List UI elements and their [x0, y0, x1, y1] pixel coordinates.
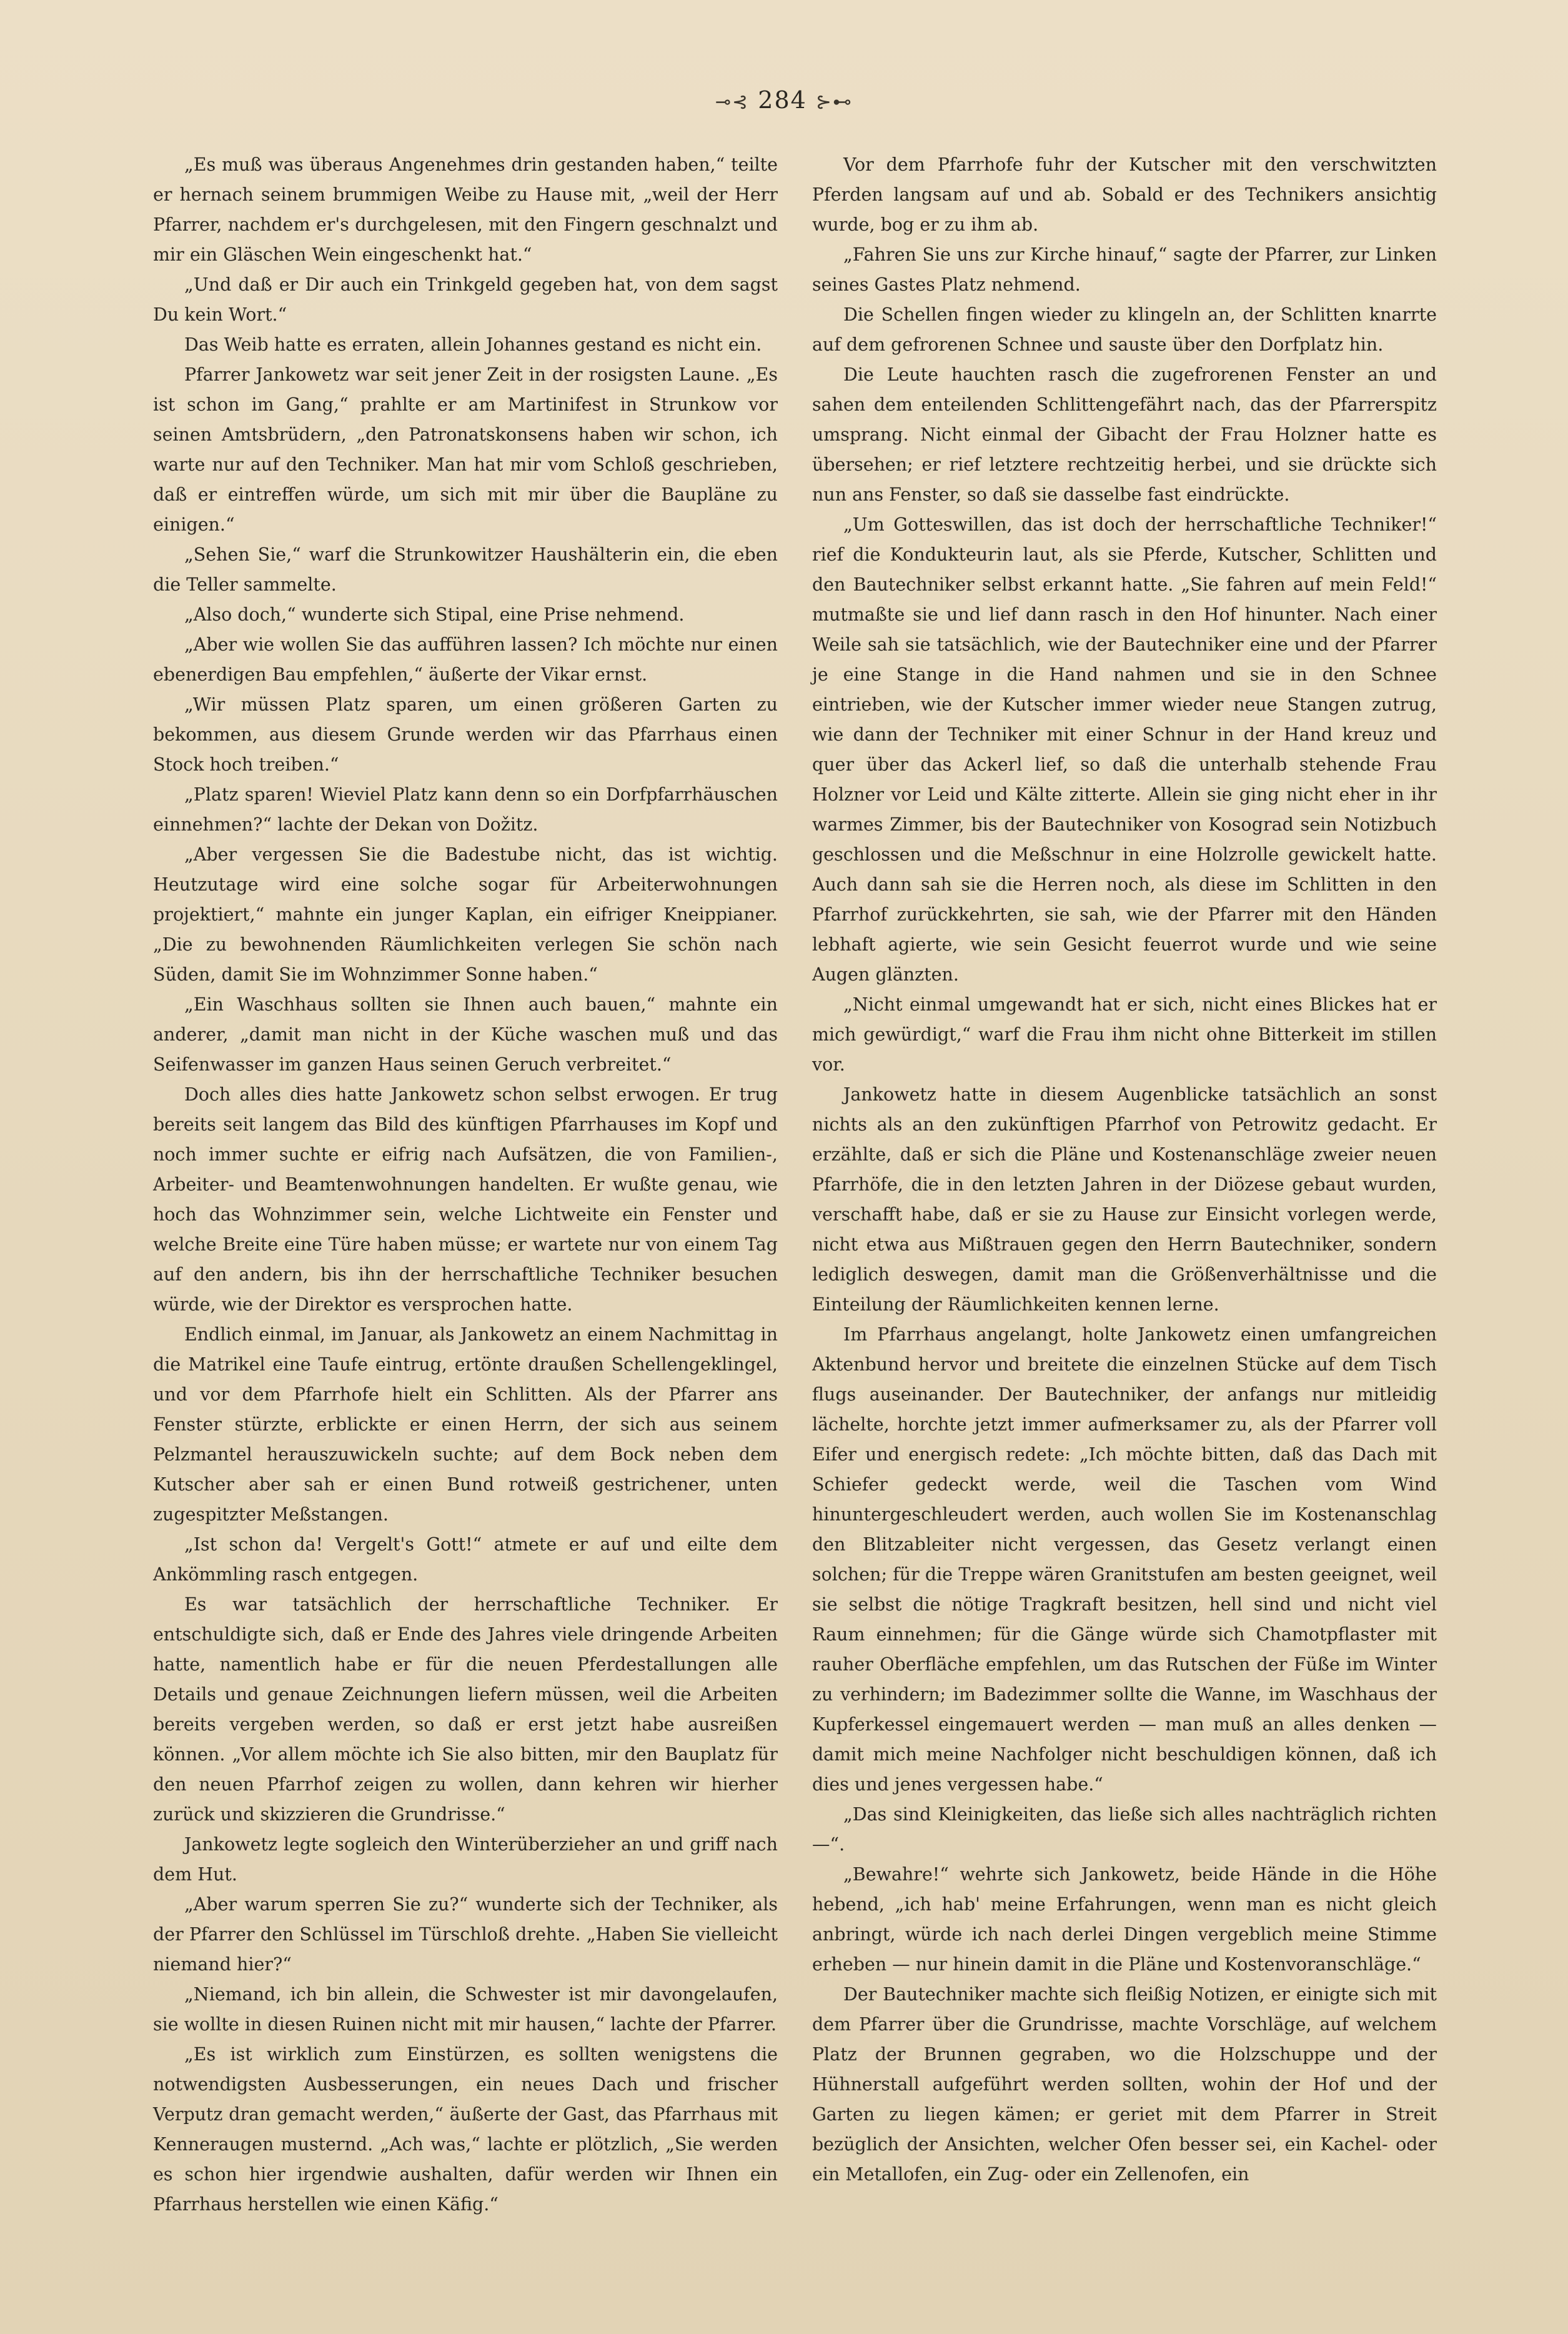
paragraph: „Niemand, ich bin allein, die Schwester ist mir davongelaufen, sie wollte in diesen Ruinen nicht mit mir hausen,“ lachte der Pfarrer. — [153, 1984, 778, 2035]
page-number: 284 — [758, 86, 807, 114]
paragraph: Jankowetz hatte in diesem Augenblicke tatsächlich an sonst nichts als an den zukünftigen Pfarrhof von Petrowitz gedacht. Er erzählte, daß er sich die Pläne und Kostenanschläge zweier neuen Pfarrhöfe, die in den letzten Jahren in der Diözese gebaut wurden, verschafft habe, daß er sie zu Hause zur Einsicht vorlegen werde, nicht etwa aus Mißtrauen gegen den Herrn Bautechniker, sondern lediglich deswegen, damit man die Größenverhältnisse und die Einteilung der Räumlichkeiten kennen lerne. — [812, 1084, 1437, 1315]
paragraph: „Bewahre!“ wehrte sich Jankowetz, beide Hände in die Höhe hebend, „ich hab' meine Erfahrungen, wenn man es nicht gleich anbringt, würde ich nach derlei Dingen vergeblich meine Stimme erheben — nur hinein damit in die Pläne und Kostenvoranschläge.“ — [812, 1864, 1437, 1975]
paragraph: „Ein Waschhaus sollten sie Ihnen auch bauen,“ mahnte ein anderer, „damit man nicht in der Küche waschen muß und das Seifenwasser im ganzen Haus seinen Geruch verbreitet.“ — [153, 994, 778, 1075]
paragraph: „Ist schon da! Vergelt's Gott!“ atmete er auf und eilte dem Ankömmling rasch entgegen. — [153, 1534, 778, 1585]
paragraph: „Also doch,“ wunderte sich Stipal, eine Prise nehmend. — [184, 604, 685, 625]
paragraph: „Um Gotteswillen, das ist doch der herrschaftliche Techniker!“ rief die Kondukteurin laut, als sie Pferde, Kutscher, Schlitten und den Bautechniker selbst erkannt hatte. „Sie fahren auf mein Feld!“ mutmaßte sie und lief dann rasch in den Hof hinunter. Nach einer Weile sah sie tatsächlich, wie der Bautechniker eine und der Pfarrer je eine Stange in die Hand nahmen und sie in den Schnee eintrieben, wie der Kutscher immer wieder neue Stangen zutrug, wie dann der Techniker mit einer Schnur in der Hand kreuz und quer über das Ackerl lief, so daß die unterhalb stehende Frau Holzner vor Leid und Kälte zitterte. Allein sie ging nicht eher in ihr warmes Zimmer, bis der Bautechniker von Kosograd sein Notizbuch geschlossen und die Meßschnur in eine Holzrolle gewickelt hatte. Auch dann sah sie die Herren noch, als diese im Schlitten in den Pfarrhof zurückkehrten, sie sah, wie der Pfarrer mit den Händen lebhaft agierte, wie sein Gesicht feuerrot wurde und wie seine Augen glänzten. — [812, 514, 1437, 985]
paragraph: „Es muß was überaus Angenehmes drin gestanden haben,“ teilte er hernach seinem brummigen Weibe zu Hause mit, „weil der Herr Pfarrer, nachdem er's durchgelesen, mit den Fingern geschnalzt und mir ein Gläschen Wein eingeschenkt hat.“ — [153, 154, 778, 265]
paragraph: „Fahren Sie uns zur Kirche hinauf,“ sagte der Pfarrer, zur Linken seines Gastes Platz nehmend. — [812, 244, 1437, 295]
paragraph: Endlich einmal, im Januar, als Jankowetz an einem Nachmittag in die Matrikel eine Taufe eintrug, ertönte draußen Schellengeklingel, und vor dem Pfarrhofe hielt ein Schlitten. Als der Pfarrer ans Fenster stürzte, erblickte er einen Herrn, der sich aus seinem Pelzmantel herauszuwickeln suchte; auf dem Bock neben dem Kutscher aber sah er einen Bund rotweiß gestrichener, unten zugespitzter Meßstangen. — [153, 1324, 778, 1525]
paragraph: „Aber warum sperren Sie zu?“ wunderte sich der Techniker, als der Pfarrer den Schlüssel im Türschloß drehte. „Haben Sie vielleicht niemand hier?“ — [153, 1894, 778, 1975]
left-column — [153, 150, 778, 2220]
paragraph: „Wir müssen Platz sparen, um einen größeren Garten zu bekommen, aus diesem Grunde werden wir das Pfarrhaus einen Stock hoch treiben.“ — [153, 694, 778, 775]
paragraph: „Es ist wirklich zum Einstürzen, es sollten wenigstens die notwendigsten Ausbesserungen, ein neues Dach und frischer Verputz dran gemacht werden,“ äußerte der Gast, das Pfarrhaus mit Kenneraugen musternd. „Ach was,“ lachte er plötzlich, „Sie werden es schon hier irgendwie aushalten, dafür werden wir Ihnen ein Pfarrhaus herstellen wie einen Käfig.“ — [153, 2044, 778, 2215]
paragraph: Jankowetz legte sogleich den Winterüberzieher an und griff nach dem Hut. — [153, 1834, 778, 1885]
paragraph: „Und daß er Dir auch ein Trinkgeld gegeben hat, von dem sagst Du kein Wort.“ — [153, 274, 778, 325]
paragraph: „Platz sparen! Wieviel Platz kann denn so ein Dorfpfarrhäuschen einnehmen?“ lachte der Dekan von Dožitz. — [153, 784, 778, 835]
paragraph: Das Weib hatte es erraten, allein Johannes gestand es nicht ein. — [184, 334, 762, 355]
header-ornament-left: ⊸⊰ — [715, 91, 750, 113]
paragraph: „Das sind Kleinigkeiten, das ließe sich alles nachträglich richten —“. — [812, 1804, 1437, 1855]
header-ornament-right: ⊱⊷ — [815, 91, 853, 113]
paragraph: „Sehen Sie,“ warf die Strunkowitzer Haushälterin ein, die eben die Teller sammelte. — [153, 544, 778, 595]
paragraph: Doch alles dies hatte Jankowetz schon selbst erwogen. Er trug bereits seit langem das Bild des künftigen Pfarrhauses im Kopf und noch immer suchte er eifrig nach Aufsätzen, die von Familien-, Arbeiter- und Beamtenwohnungen handelten. Er wußte genau, wie hoch das Wohnzimmer sein, welche Lichtweite ein Fenster und welche Breite eine Türe haben müsse; er wartete nur von einem Tag auf den andern, bis ihn der herrschaftliche Techniker besuchen würde, wie der Direktor es versprochen hatte. — [153, 1084, 778, 1315]
paragraph: „Nicht einmal umgewandt hat er sich, nicht eines Blickes hat er mich gewürdigt,“ warf die Frau ihm nicht ohne Bitterkeit im stillen vor. — [812, 994, 1437, 1075]
paragraph: Die Leute hauchten rasch die zugefrorenen Fenster an und sahen dem enteilenden Schlittengefährt nach, das der Pfarrerspitz umsprang. Nicht einmal der Gibacht der Frau Holzner hatte es übersehen; er rief letztere rechtzeitig herbei, und sie drückte sich nun ans Fenster, so daß sie dasselbe fast eindrückte. — [812, 364, 1437, 505]
paragraph: Der Bautechniker machte sich fleißig Notizen, er einigte sich mit dem Pfarrer über die Grundrisse, machte Vorschläge, auf welchem Platz der Brunnen gegraben, wo die Holzschuppe und der Hühnerstall aufgeführt werden sollten, wohin der Hof und der Garten zu liegen kämen; er geriet mit dem Pfarrer in Streit bezüglich der Ansichten, welcher Ofen besser sei, ein Kachel- oder ein Metallofen, ein Zug- oder ein Zellenofen, ein — [812, 1984, 1437, 2185]
page-header — [0, 86, 1568, 114]
paragraph: Es war tatsächlich der herrschaftliche Techniker. Er entschuldigte sich, daß er Ende des Jahres viele dringende Arbeiten hatte, namentlich habe er für die neuen Pferdestallungen alle Details und genaue Zeichnungen liefern müssen, weil die Arbeiten bereits vergeben werden, so daß er erst jetzt habe ausreißen können. „Vor allem möchte ich Sie also bitten, mir den Bauplatz für den neuen Pfarrhof zeigen zu wollen, dann kehren wir hierher zurück und skizzieren die Grundrisse.“ — [153, 1594, 778, 1825]
paragraph: Vor dem Pfarrhofe fuhr der Kutscher mit den verschwitzten Pferden langsam auf und ab. Sobald er des Technikers ansichtig wurde, bog er zu ihm ab. — [812, 154, 1437, 235]
paragraph: Die Schellen fingen wieder zu klingeln an, der Schlitten knarrte auf dem gefrorenen Schnee und sauste über den Dorfplatz hin. — [812, 304, 1437, 355]
right-column — [812, 150, 1437, 2190]
paragraph: Pfarrer Jankowetz war seit jener Zeit in der rosigsten Laune. „Es ist schon im Gang,“ prahlte er am Martinifest in Strunkow vor seinen Amtsbrüdern, „den Patronatskonsens haben wir schon, ich warte nur auf den Techniker. Man hat mir vom Schloß geschrieben, daß er eintreffen würde, um sich mit mir über die Baupläne zu einigen.“ — [153, 364, 778, 535]
paragraph: Im Pfarrhaus angelangt, holte Jankowetz einen umfangreichen Aktenbund hervor und breitete die einzelnen Stücke auf dem Tisch flugs auseinander. Der Bautechniker, der anfangs nur mitleidig lächelte, horchte jetzt immer aufmerksamer zu, als der Pfarrer voll Eifer und energisch redete: „Ich möchte bitten, daß das Dach mit Schiefer gedeckt werde, weil die Taschen vom Wind hinuntergeschleudert werden, auch wollen Sie im Kostenanschlag den Blitzableiter nicht vergessen, das Gesetz verlangt einen solchen; für die Treppe wären Granitstufen am besten geeignet, weil sie selbst die nötige Tragkraft besitzen, hell sind und nicht viel Raum einnehmen; für die Gänge würde sich Chamotpflaster mit rauher Oberfläche empfehlen, um das Rutschen der Füße im Winter zu verhindern; im Badezimmer sollte die Wanne, im Waschhaus der Kupferkessel eingemauert werden — man muß an alles denken — damit mich meine Nachfolger nicht beschuldigen können, daß ich dies und jenes vergessen habe.“ — [812, 1324, 1437, 1795]
paragraph: „Aber vergessen Sie die Badestube nicht, das ist wichtig. Heutzutage wird eine solche sogar für Arbeiterwohnungen projektiert,“ mahnte ein junger Kaplan, ein eifriger Kneippianer. „Die zu bewohnenden Räumlichkeiten verlegen Sie schön nach Süden, damit Sie im Wohnzimmer Sonne haben.“ — [153, 844, 778, 985]
paragraph: „Aber wie wollen Sie das aufführen lassen? Ich möchte nur einen ebenerdigen Bau empfehlen,“ äußerte der Vikar ernst. — [153, 634, 778, 685]
